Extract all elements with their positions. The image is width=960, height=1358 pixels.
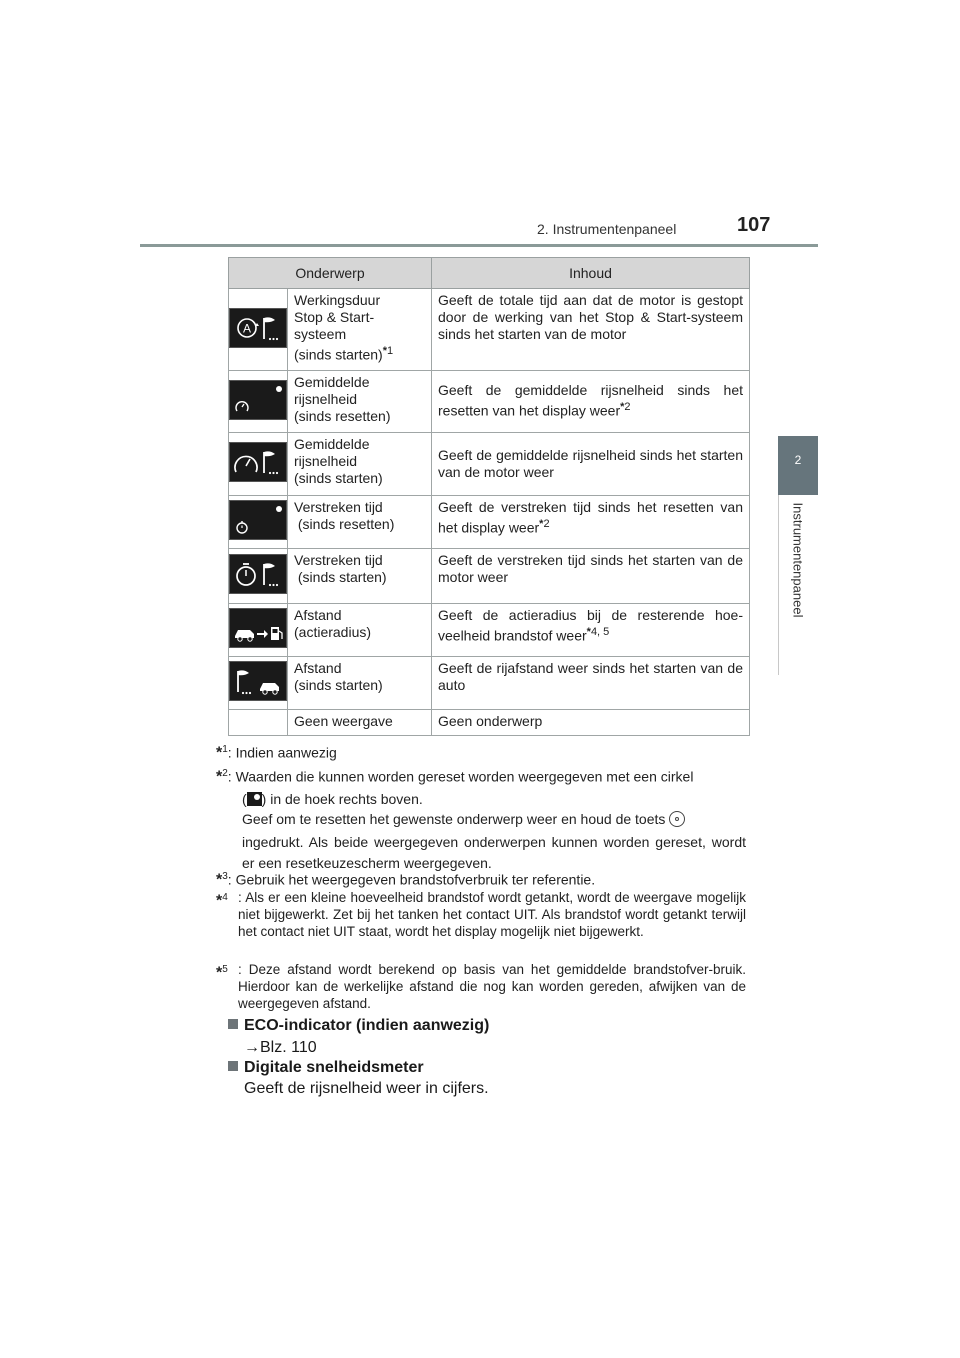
table-row: [229, 289, 750, 371]
subject-line: (sinds starten): [294, 470, 383, 486]
section-title: ECO-indicator (indien aanwezig): [244, 1017, 490, 1034]
subject-line: Stop & Start-: [294, 309, 375, 325]
subject-cell: [288, 604, 432, 657]
footnote-1: *$^1$: Indien aanwezig: [216, 744, 337, 762]
subject-line: Verstreken tijd: [294, 552, 383, 568]
square-bullet-icon: [228, 1061, 238, 1071]
side-divider: [778, 495, 779, 675]
content-cell: Geeft de gemiddelde rijsnelheid sinds het starten van de motor weer: [432, 433, 750, 496]
subject-cell: [288, 657, 432, 710]
stopwatch-reset-icon: [229, 500, 287, 540]
section-eco-indicator: [228, 1017, 489, 1035]
footnote-text: : Waarden die kunnen worden gereset worden weergegeven met een cirkel: [227, 768, 694, 785]
subject-line: (actieradius): [294, 624, 372, 640]
footnote-text: ) in de hoek rechts boven.: [261, 790, 423, 807]
content-text: Geeft de verstreken tijd sinds het resetten van het display weer: [438, 499, 743, 536]
table-row: [229, 604, 750, 657]
header-rule: [140, 244, 818, 247]
content-cell: Geeft de rijafstand weer sinds het starten van de auto: [432, 657, 750, 710]
footnote-3: *$^3$: Gebruik het weergegeven brandstofverbruik ter referentie.: [216, 871, 596, 889]
icon-cell: [229, 289, 288, 371]
footnote-text: : Deze afstand wordt berekend op basis van het gemiddelde brandstofver-bruik. Hierdoor kan de werkelijke afstand die nog kan worden gereden, afwijken van de weergegeven afstand.: [238, 962, 746, 1011]
subject-line: (sinds starten): [294, 346, 383, 363]
icon-cell: [229, 657, 288, 710]
subject-line: Gemiddelde: [294, 436, 370, 452]
footnote-mark: 2: [222, 768, 228, 779]
footnote-text: (: [242, 790, 247, 807]
table-row: [229, 549, 750, 604]
footnote-mark: 1: [222, 744, 228, 755]
subject-cell: [288, 549, 432, 604]
content-cell: Geeft de verstreken tijd sinds het starten van de motor weer: [432, 549, 750, 604]
content-cell: Geeft de gemiddelde rijsnelheid sinds het resetten van het display weer$^{*2}$: [432, 371, 750, 433]
footnote-text: Geef om te resetten het gewenste onderwerp weer en houd de toets: [242, 810, 666, 827]
subject-line: Werkingsduur: [294, 292, 381, 308]
table-row: [229, 496, 750, 549]
icon-cell: [229, 371, 288, 433]
table-row: [229, 710, 750, 736]
icon-cell: [229, 433, 288, 496]
chapter-label-text: Instrumentenpaneel: [790, 502, 806, 618]
page-reference-link[interactable]: →Blz. 110: [244, 1039, 317, 1056]
section-body-text: Geeft de rijsnelheid weer in cijfers.: [244, 1080, 489, 1097]
content-cell: Geeft de totale tijd aan dat de motor is gestopt door de werking van het Stop & Start-systeem sinds het starten van de motor: [432, 289, 750, 371]
subject-line: (sinds resetten): [294, 516, 395, 532]
column-header-subject: Onderwerp: [229, 258, 432, 289]
reset-button-icon: [669, 811, 685, 827]
stop-start-flag-icon: [229, 308, 287, 348]
content-text: Geeft de actieradius bij de resterende hoe-veelheid brandstof weer: [438, 607, 743, 644]
reset-circle-icon: [247, 792, 262, 806]
flag-car-distance-icon: [229, 661, 287, 701]
subject-line: Verstreken tijd: [294, 499, 383, 515]
subject-cell: Geen weergave: [288, 710, 432, 736]
chapter-tab[interactable]: 2: [778, 436, 818, 495]
subject-line: (sinds starten): [294, 569, 387, 585]
subject-cell: [288, 496, 432, 549]
subject-cell: [288, 371, 432, 433]
subject-line: rijsnelheid: [294, 453, 358, 469]
speedometer-flag-icon: [229, 442, 287, 482]
icon-cell: [229, 604, 288, 657]
subject-line: rijsnelheid: [294, 391, 358, 407]
content-cell: Geeft de verstreken tijd sinds het resetten van het display weer$^{*2}$: [432, 496, 750, 549]
content-cell: Geen onderwerp: [432, 710, 750, 736]
section-digital-speedometer: [228, 1059, 424, 1077]
footnote-mark: 3: [222, 871, 228, 882]
page-number: 107: [737, 214, 771, 236]
footnote-text: : Gebruik het weergegeven brandstofverbruik ter referentie.: [227, 871, 596, 888]
footnote-5: *$^5$ : Deze afstand wordt berekend op basis van het gemiddelde brandstofver-bruik. Hierdoor kan de werkelijke afstand die nog kan worden gereden, afwijken van de weergegeven afstand.: [216, 962, 746, 1011]
stopwatch-flag-icon: [229, 554, 287, 594]
subject-line: Afstand: [294, 607, 342, 623]
display-items-table: [228, 257, 750, 736]
content-text: Geeft de gemiddelde rijsnelheid sinds het resetten van het display weer: [438, 382, 743, 419]
subject-cell: Werkingsduur Stop & Start- systeem (sinds starten)$^{*1}$: [288, 289, 432, 371]
footnote-text: ingedrukt. Als beide weergegeven onderwerpen kunnen worden gereset, wordt er een resetkeuzescherm weergegeven.: [242, 833, 746, 871]
subject-line: Gemiddelde: [294, 374, 370, 390]
table-row: [229, 657, 750, 710]
footnote-text: : Indien aanwezig: [227, 744, 337, 761]
subject-cell: [288, 433, 432, 496]
footnote-2: *$^2$: Waarden die kunnen worden gereset worden weergegeven met een cirkel ( ) in de hoek rechts boven. Geef om te resetten het gewenste onderwerp weer en houd de toets ingedrukt. Als beide weergegeven onderwerpen kunnen worden gereset, wordt er een resetkeuzescherm weergegeven.: [216, 765, 746, 874]
svg-text:A: A: [242, 321, 252, 335]
square-bullet-icon: [228, 1019, 238, 1029]
speedometer-reset-icon: [229, 380, 287, 420]
table-row: [229, 371, 750, 433]
column-header-content: Inhoud: [432, 258, 750, 289]
table-row: [229, 433, 750, 496]
subject-line: Afstand: [294, 660, 342, 676]
subject-line: (sinds starten): [294, 677, 383, 693]
icon-cell: [229, 710, 288, 736]
footnote-mark: 4: [222, 892, 228, 903]
icon-cell: [229, 496, 288, 549]
section-title: Digitale snelheidsmeter: [244, 1059, 424, 1076]
content-cell: Geeft de actieradius bij de resterende hoe-veelheid brandstof weer$^{*4, 5}$: [432, 604, 750, 657]
running-header-title: 2. Instrumentenpaneel: [537, 221, 677, 237]
footnote-mark: 5: [222, 964, 228, 975]
subject-line: (sinds resetten): [294, 408, 391, 424]
footnote-text: : Als er een kleine hoeveelheid brandstof wordt getankt, wordt de weergave mogelijk niet bijgewerkt. Zet bij het tanken het contact UIT. Als brandstof wordt getankt terwijl het contact niet UIT staat, wordt het display mogelijk niet bijgewerkt.: [238, 890, 746, 939]
footnote-4: *$^4$ : Als er een kleine hoeveelheid brandstof wordt getankt, wordt de weergave mogelijk niet bijgewerkt. Zet bij het tanken het contact UIT. Als brandstof wordt getankt terwijl het contact niet UIT staat, wordt het display mogelijk niet bijgewerkt.: [216, 890, 746, 939]
table-header-row: [229, 258, 750, 289]
icon-cell: [229, 549, 288, 604]
car-fuel-range-icon: [229, 608, 287, 648]
subject-line: systeem: [294, 326, 347, 342]
